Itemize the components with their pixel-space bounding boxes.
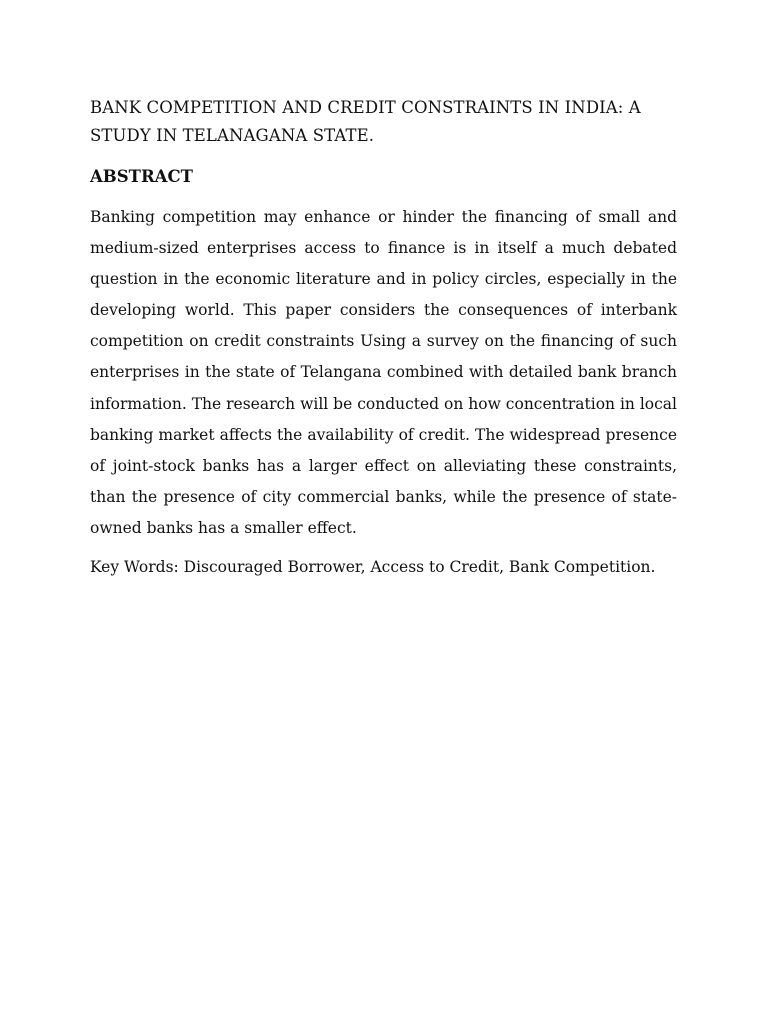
abstract-heading: ABSTRACT <box>90 167 193 186</box>
keywords-line: Key Words: Discouraged Borrower, Access to Credit, Bank Competition. <box>90 558 656 577</box>
document-content <box>90 94 677 579</box>
abstract-paragraph: Banking competition may enhance or hinder the financing of small and medium-sized enterprises access to finance is in itself a much debated question in the economic literature and in policy circles, especially in the developing world. This paper considers the consequences of interbank competition on credit constraints Using a survey on the financing of such enterprises in the state of Telangana combined with detailed bank branch information. The research will be conducted on how concentration in local banking market affects the availability of credit. The widespread presence of joint-stock banks has a larger effect on alleviating these constraints, than the presence of city commercial banks, while the presence of state-owned banks has a smaller effect. <box>90 208 677 537</box>
document-title: BANK COMPETITION AND CREDIT CONSTRAINTS IN INDIA: A STUDY IN TELANAGANA STATE. <box>90 98 641 145</box>
